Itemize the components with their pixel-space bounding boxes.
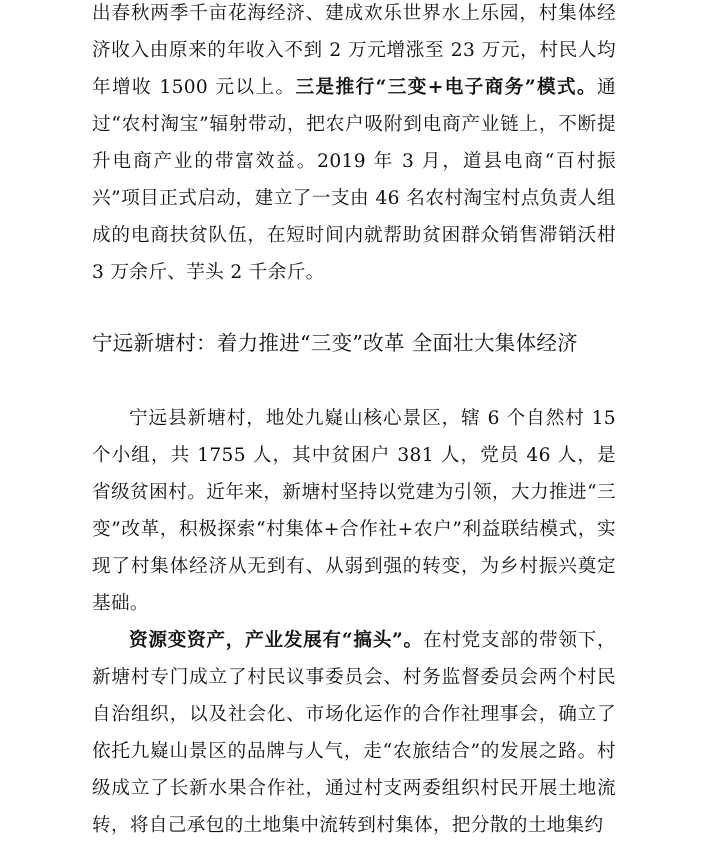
top-paragraph <box>92 0 616 291</box>
paragraph-body-text: 在村党支部的带领下，新塘村专门成立了村民议事委员会、村务监督委员会两个村民自治组织，以及社会化、市场化运作的合作社理事会，确立了依托九嶷山景区的品牌与人气，走“农旅结合”的发展之路。村级成立了长新水果合作社，通过村支两委组织村民开展土地流转，将自己承包的土地集中流转到村集体，把分散的土地集约 <box>92 630 616 836</box>
top-paragraph-text-end: 通过“农村淘宝”辐射带动，把农户吸附到电商产业链上，不断提升电商产业的带富效益。2019 年 3 月，道县电商“百村振兴”项目正式启动，建立了一支由 46 名农村淘宝村点负责人组成的电商扶贫队伍，在短时间内就帮助贫困群众销售滞销沃柑 3 万余斤、芋头 2 千余斤。 <box>92 77 616 283</box>
top-paragraph-bold-point: 三是推行“三变+电子商务”模式。 <box>295 77 598 98</box>
paragraph-resources-to-assets <box>92 622 616 844</box>
section-heading: 宁远新塘村：着力推进“三变”改革 全面壮大集体经济 <box>92 331 578 355</box>
paragraph-bold-lead: 资源变资产，产业发展有“搞头”。 <box>129 630 423 651</box>
section-body <box>92 400 616 844</box>
top-paragraph-text-start: 出春秋两季千亩花海经济、建成欢乐世界水上乐园，村集体经济收入由原来的年收入不到 2 万元增涨至 23 万元，村民人均年增收 1500 元以上。 <box>92 3 616 98</box>
paragraph-village-intro: 宁远县新塘村，地处九嶷山核心景区，辖 6 个自然村 15 个小组，共 1755 人，其中贫困户 381 人，党员 46 人，是省级贫困村。近年来，新塘村坚持以党建为引领，大力推进“三变”改革，积极探索“村集体+合作社+农户”利益联结模式，实现了村集体经济从无到有、从弱到强的转变，为乡村振兴奠定基础。 <box>92 408 616 614</box>
